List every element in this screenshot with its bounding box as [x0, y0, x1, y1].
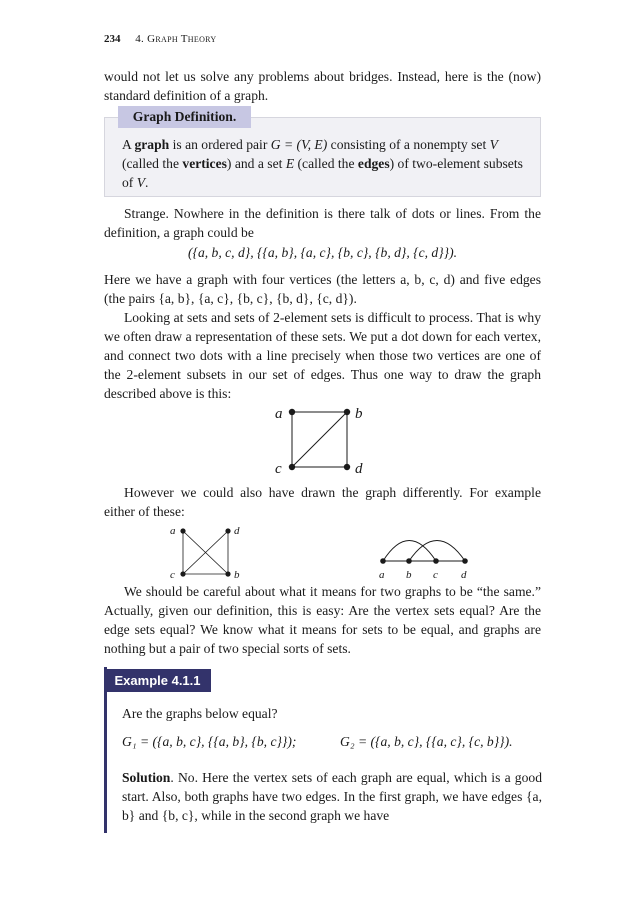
vertex-a — [380, 558, 386, 564]
term-edges: edges — [357, 156, 390, 171]
label-d: d — [234, 525, 240, 537]
label-d: d — [461, 569, 467, 581]
vertex-b — [344, 409, 350, 415]
vertex-d — [462, 558, 468, 564]
vertex-b — [225, 571, 230, 576]
definition-text: A graph is an ordered pair G = (V, E) consisting of a nonempty set V (called the vertices) and a set E (called the edges) of two-element subsets of V. — [122, 137, 523, 190]
label-c: c — [433, 569, 438, 581]
page-number: 234 — [104, 33, 121, 45]
example-solution — [122, 768, 542, 825]
careful-paragraph: We should be careful about what it means for two graphs to be “the same.” Actually, given our definition, this is easy: Are the vertex sets equal? Are the edge sets equal? We know what it means for sets to be equal, and graphs are nothing but a pair of two special sorts of sets. — [104, 584, 541, 656]
vertex-b — [406, 558, 412, 564]
label-a: a — [379, 569, 385, 581]
graph-g2-definition: G₂ = ({a, b, c}, {{a, c}, {c, b}}). — [340, 734, 513, 749]
however-paragraph: However we could also have drawn the graph differently. For example either of these: — [104, 485, 541, 519]
vertex-a — [289, 409, 295, 415]
label-a: a — [275, 406, 283, 422]
solution-label: Solution — [122, 770, 171, 785]
vertex-d — [225, 528, 230, 533]
solution-text: . No. Here the vertex sets of each graph are equal, which is a good start. Also, both graphs have two edges. In the first graph, we have edges {a, b} and {b, c}, while in the second graph we have — [122, 770, 542, 823]
graph-g1-definition: G₁ = ({a, b, c}, {{a, b}, {b, c}}); — [122, 734, 297, 749]
vertex-d — [344, 464, 350, 470]
label-b: b — [406, 569, 412, 581]
graph-cross-figure — [170, 525, 240, 581]
vertex-c — [180, 571, 185, 576]
arc-b-d — [409, 541, 465, 562]
edge-b-c — [292, 412, 347, 467]
graph-line-figure — [379, 541, 468, 582]
term-graph: graph — [134, 137, 170, 152]
example-title: Example 4.1.1 — [104, 669, 211, 692]
label-a: a — [170, 525, 176, 537]
example-question: Are the graphs below equal? — [122, 706, 278, 721]
label-c: c — [275, 461, 282, 477]
label-d: d — [355, 461, 363, 477]
intro-paragraph: would not let us solve any problems about bridges. Instead, here is the (now) standard definition of a graph. — [104, 69, 541, 103]
vertex-c — [433, 558, 439, 564]
looking-paragraph: Looking at sets and sets of 2-element sets is difficult to process. That is why we often draw a representation of these sets. We put a dot down for each vertex, and connect two dots with a line precisely when those two vertices are one of the 2-element subsets in our set of edges. Thus one way to draw the graph described above is this: — [104, 310, 541, 401]
term-vertices: vertices — [182, 156, 227, 171]
arc-a-c — [383, 541, 436, 562]
label-b: b — [355, 406, 363, 422]
graph-main-figure — [275, 406, 363, 477]
definition-title: Graph Definition. — [118, 106, 251, 128]
graph-set-expression: ({a, b, c, d}, {{a, b}, {a, c}, {b, c}, {b, d}, {c, d}}). — [187, 245, 458, 260]
vertex-c — [289, 464, 295, 470]
vertex-a — [180, 528, 185, 533]
label-b: b — [234, 569, 240, 581]
section-title: 4. Graph Theory — [135, 33, 217, 45]
strange-paragraph: Strange. Nowhere in the definition is there talk of dots or lines. From the definition, a graph could be — [104, 206, 541, 240]
label-c: c — [170, 569, 175, 581]
four-vertices-paragraph: Here we have a graph with four vertices (the letters a, b, c, d) and five edges (the pairs {a, b}, {a, c}, {b, c}, {b, d}, {c, d}). — [104, 272, 541, 306]
